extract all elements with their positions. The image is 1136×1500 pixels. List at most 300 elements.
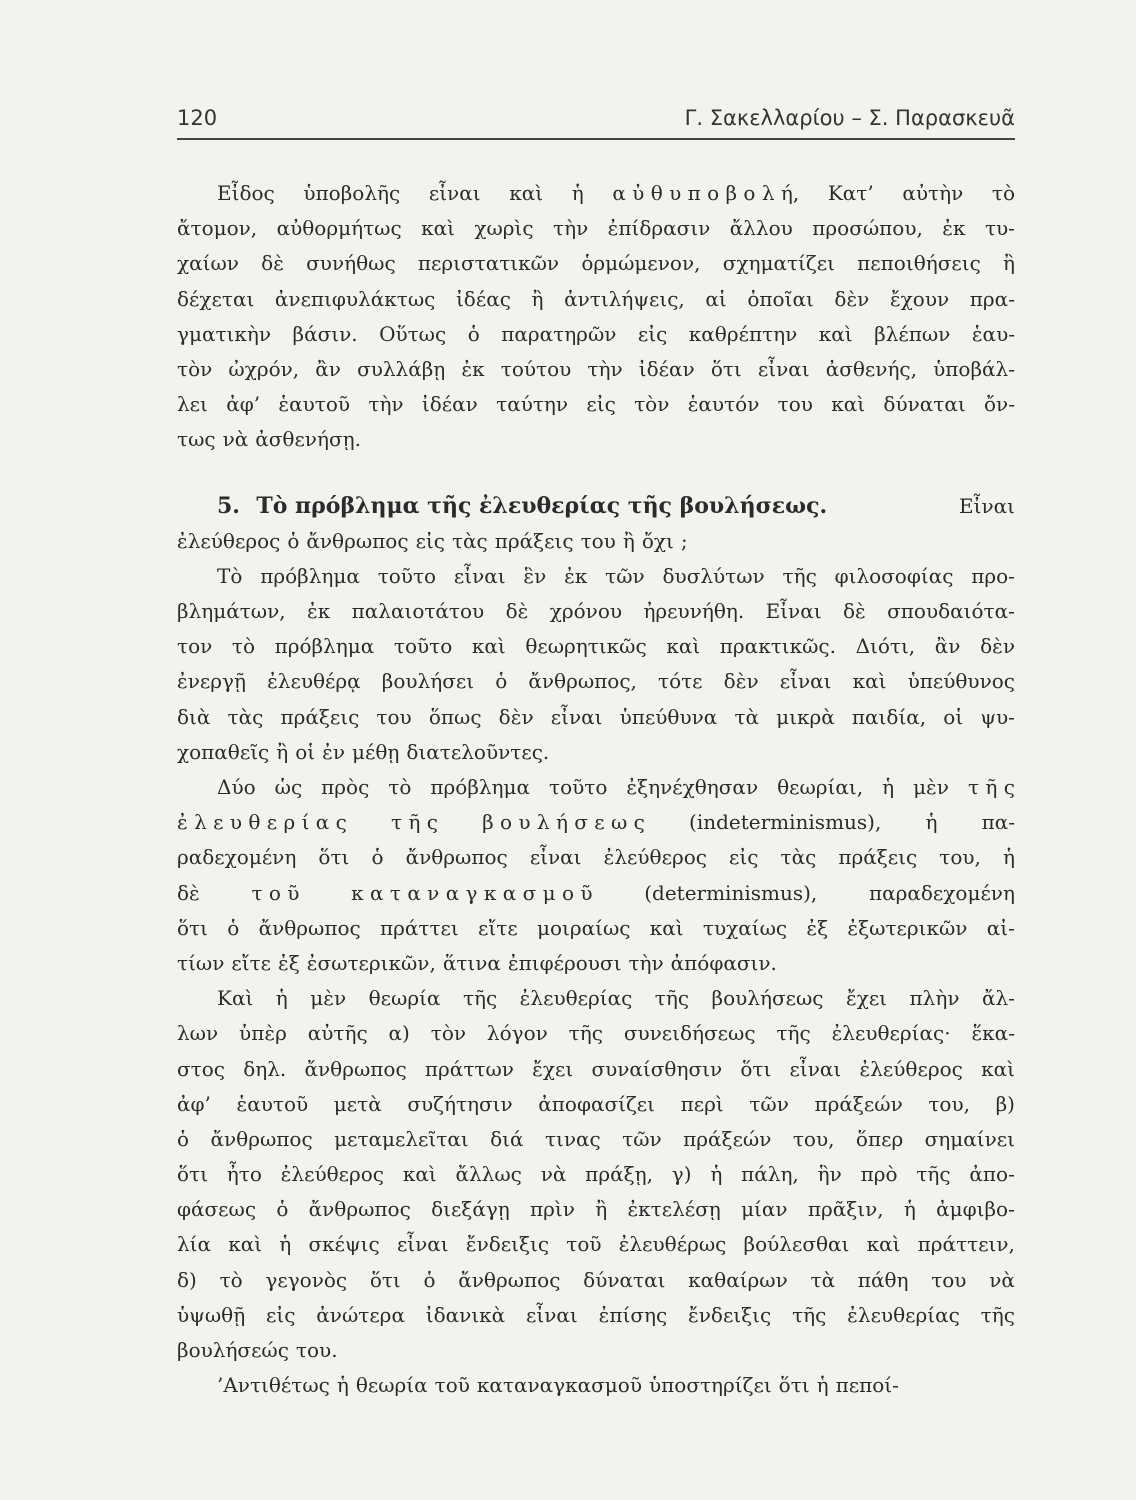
word: ἐξηνέχθησαν bbox=[626, 775, 759, 799]
word: του, bbox=[928, 1091, 970, 1116]
word: ἑαυ- bbox=[971, 321, 1015, 346]
text-line bbox=[177, 176, 1015, 211]
word: πράξεις bbox=[280, 704, 360, 729]
word: ὅτι bbox=[778, 1373, 810, 1398]
word: τῆς bbox=[568, 1021, 603, 1046]
word: μετὰ bbox=[333, 1091, 382, 1116]
word: μέθῃ bbox=[352, 739, 400, 764]
word: βούλεσθαι bbox=[743, 1232, 850, 1257]
word: διεξάγῃ bbox=[431, 1197, 510, 1222]
word: (determinismus), bbox=[644, 880, 818, 905]
word: ἢ bbox=[276, 739, 289, 764]
word: του. bbox=[295, 1338, 338, 1362]
word: τῆς bbox=[980, 1302, 1015, 1327]
word: δὲν bbox=[723, 669, 759, 694]
text-line bbox=[177, 1157, 1015, 1192]
word: τοῦ bbox=[566, 1232, 602, 1257]
text-line bbox=[177, 946, 1015, 981]
word: συλλάβῃ bbox=[357, 356, 446, 381]
word: δέχεται bbox=[177, 286, 255, 311]
word: συζήτησιν bbox=[407, 1091, 513, 1116]
word: ἀπο- bbox=[969, 1162, 1015, 1187]
word: ἀσθενήσῃ. bbox=[255, 427, 361, 452]
word: περιστατικῶν bbox=[417, 251, 560, 276]
word: μικρὰ bbox=[776, 704, 835, 729]
word: του bbox=[580, 528, 616, 553]
word: βλέπων bbox=[874, 321, 951, 346]
word: αὐτῆς bbox=[307, 1021, 368, 1046]
word: ἰδανικὰ bbox=[425, 1302, 506, 1327]
word: ἐκτελέσῃ bbox=[627, 1197, 721, 1222]
word: τὴν bbox=[368, 392, 404, 417]
word: α ὐ θ υ π ο β ο λ ή, bbox=[612, 181, 800, 205]
word: δὲν bbox=[498, 704, 534, 729]
word: ἄτομον, bbox=[177, 216, 258, 241]
word: περὶ bbox=[680, 1091, 724, 1116]
word: χαίων bbox=[177, 251, 239, 276]
word: ἡ bbox=[1002, 845, 1015, 870]
word: δηλ. bbox=[243, 1056, 287, 1081]
word: δύναται bbox=[883, 392, 966, 417]
text-line bbox=[177, 1263, 1015, 1298]
section-heading-rest: Εἶναι bbox=[959, 493, 1015, 518]
word: ἡ bbox=[816, 1373, 829, 1398]
word: ὑποβολῆς bbox=[303, 181, 401, 205]
word: τὸ bbox=[231, 634, 255, 659]
word: ἐλεύθερος bbox=[177, 528, 281, 553]
word: ὠχρόν, bbox=[228, 356, 300, 381]
word: ὁποῖαι bbox=[747, 286, 814, 311]
text-line bbox=[177, 422, 1015, 457]
word: ἔχουν bbox=[889, 286, 950, 311]
word: του, bbox=[792, 1126, 835, 1151]
word: βάσιν. bbox=[292, 321, 358, 346]
word: ἐξ bbox=[278, 950, 300, 975]
word: εἶναι bbox=[526, 1302, 578, 1327]
word: ἀποφασίζει bbox=[538, 1091, 656, 1116]
word: Τὸ bbox=[217, 563, 243, 588]
word: εἰς bbox=[637, 321, 668, 346]
word: φάσεως bbox=[177, 1197, 257, 1222]
word: καὶ bbox=[471, 634, 506, 659]
word: λων bbox=[177, 1021, 219, 1046]
word: ὅτι bbox=[318, 845, 350, 870]
word: γεγονὸς bbox=[265, 1267, 348, 1292]
word: τὰς bbox=[227, 704, 264, 729]
word: τῶν bbox=[605, 563, 645, 588]
word: τοῦ bbox=[434, 1373, 470, 1398]
word: (indeterminismus), bbox=[689, 810, 882, 835]
word: ἄνθρωπος bbox=[308, 1197, 411, 1222]
text-line bbox=[177, 387, 1015, 422]
word: Οὕτως bbox=[379, 321, 447, 346]
word: ἄνθρωπος bbox=[304, 1056, 407, 1081]
word: πάθη bbox=[857, 1267, 909, 1292]
word: τὸν bbox=[430, 1021, 467, 1046]
word: ἡ bbox=[710, 1162, 723, 1187]
word: Δύο bbox=[217, 775, 256, 799]
word: Κατ’ bbox=[827, 181, 874, 205]
word: πράξεις bbox=[494, 528, 574, 553]
word: τως bbox=[177, 427, 216, 452]
word: ὄν- bbox=[984, 392, 1015, 417]
word: τοῦτο bbox=[377, 563, 437, 588]
word: δὲν bbox=[834, 286, 870, 311]
word: πρόβλημα bbox=[430, 775, 531, 799]
word: εἶναι bbox=[550, 704, 603, 729]
word: δὲ bbox=[177, 880, 200, 905]
text-line bbox=[177, 629, 1015, 664]
word: ἐλευθερίας· bbox=[831, 1021, 951, 1046]
section-number: 5. bbox=[217, 492, 240, 519]
word: εἶναι bbox=[789, 1056, 842, 1081]
word: ἢ bbox=[1003, 251, 1015, 276]
word: τὸν bbox=[634, 392, 670, 417]
word: ἄνθρωπος bbox=[210, 1126, 313, 1151]
paragraph-4 bbox=[177, 770, 1015, 981]
word: ὁ bbox=[276, 1197, 289, 1222]
word: του, bbox=[939, 845, 981, 870]
word: ἰδέας bbox=[455, 286, 511, 311]
word: Διότι, bbox=[855, 634, 916, 659]
word: δυσλύτων bbox=[662, 563, 765, 588]
text-line bbox=[177, 317, 1015, 352]
word: ὁ bbox=[467, 321, 480, 346]
word: ἀσθενής, bbox=[825, 356, 917, 381]
word: ἀντιλήψεις, bbox=[564, 286, 685, 311]
word: τῶν bbox=[622, 1126, 662, 1151]
word: τὸ bbox=[991, 181, 1015, 205]
text-line bbox=[177, 664, 1015, 699]
word: προ- bbox=[971, 563, 1015, 588]
paragraph-3 bbox=[177, 559, 1015, 770]
word: συνήθως bbox=[306, 251, 396, 276]
word: τὸ bbox=[219, 1267, 243, 1292]
word: ἐκ bbox=[942, 216, 966, 241]
word: πλὴν bbox=[909, 986, 960, 1011]
word: σκέψις bbox=[308, 1232, 380, 1257]
word: πρακτικῶς. bbox=[719, 634, 836, 659]
word: πράττειν, bbox=[917, 1232, 1015, 1257]
word: εἰς bbox=[729, 845, 759, 870]
word: ψυ- bbox=[980, 704, 1015, 729]
word: τ ῆ ς bbox=[967, 775, 1015, 799]
word: ἄλλου bbox=[729, 216, 793, 241]
word: πράττων bbox=[424, 1056, 514, 1081]
word: ὡς bbox=[274, 775, 303, 799]
word: σχηματίζει bbox=[722, 251, 835, 276]
word: του bbox=[777, 392, 813, 417]
word: τὰ bbox=[734, 704, 760, 729]
word: καθρέπτην bbox=[688, 321, 798, 346]
word: του bbox=[376, 704, 412, 729]
word: ἀνώτερα bbox=[316, 1302, 405, 1327]
word: ’Αντιθέτως bbox=[217, 1373, 330, 1398]
text-line bbox=[177, 246, 1015, 281]
word: τὴν bbox=[587, 356, 623, 381]
word: του bbox=[931, 1267, 967, 1292]
text-line bbox=[177, 594, 1015, 629]
word: σπουδαιότα- bbox=[887, 599, 1015, 624]
word: ἑαυτόν bbox=[687, 392, 760, 417]
word: θεωρίαι, bbox=[777, 775, 864, 799]
word: ἀφ’ bbox=[177, 1091, 211, 1116]
word: ἐπιφέρουσι bbox=[507, 950, 622, 975]
word: πράξεών bbox=[814, 1091, 903, 1116]
word: ἡ bbox=[279, 1232, 292, 1257]
word: νὰ bbox=[989, 1267, 1015, 1292]
word: τοῦτο bbox=[549, 775, 608, 799]
word: ὑπὲρ bbox=[239, 1021, 287, 1046]
word: τῆς bbox=[654, 986, 690, 1011]
word: καὶ bbox=[852, 669, 887, 694]
word: τυ- bbox=[984, 216, 1015, 241]
word: καθαίρων bbox=[688, 1267, 788, 1292]
text-line bbox=[177, 211, 1015, 246]
word: ἕκα- bbox=[971, 1021, 1015, 1046]
word: πρὸς bbox=[321, 775, 370, 799]
section-heading-line bbox=[177, 489, 1015, 524]
word: παιδία, bbox=[851, 704, 927, 729]
word: ὅτι bbox=[710, 356, 742, 381]
word: τῶν bbox=[749, 1091, 789, 1116]
word: ὅτι bbox=[177, 1162, 208, 1187]
word: ἄνθρωπος bbox=[258, 915, 361, 940]
section-title: Τὸ πρόβλημα τῆς ἐλευθερίας τῆς βουλήσεως. bbox=[256, 492, 828, 519]
word: α) bbox=[388, 1021, 410, 1046]
section-heading-text bbox=[217, 489, 827, 524]
paragraph-5 bbox=[177, 981, 1015, 1368]
word: τον bbox=[177, 634, 213, 659]
word: ἐνεργῇ bbox=[177, 669, 246, 694]
word: διά bbox=[490, 1126, 524, 1151]
word: ὄχι bbox=[641, 528, 674, 553]
word: παρατηρῶν bbox=[501, 321, 617, 346]
word: ἰδέαν bbox=[421, 392, 478, 417]
word: ὅτι bbox=[740, 1056, 772, 1081]
word: διατελοῦντες. bbox=[406, 739, 550, 764]
word: ἣν bbox=[817, 1162, 842, 1187]
word: ἡ bbox=[882, 775, 895, 799]
word: δὲν bbox=[980, 634, 1015, 659]
text-line bbox=[177, 805, 1015, 840]
word: μὲν bbox=[310, 986, 347, 1011]
word: εἴτε bbox=[478, 915, 518, 940]
word: ἐξ bbox=[806, 915, 829, 940]
word: δ) bbox=[177, 1267, 197, 1292]
word: μὲν bbox=[913, 775, 949, 799]
word: ἀνεπιφυλάκτως bbox=[274, 286, 436, 311]
word: εἰς bbox=[586, 392, 616, 417]
word: αἰ- bbox=[986, 915, 1015, 940]
word: τῆς bbox=[462, 986, 498, 1011]
word: σημαίνει bbox=[924, 1126, 1015, 1151]
running-header-authors: Γ. Σακελλαρίου – Σ. Παρασκευᾶ bbox=[684, 106, 1015, 130]
word: ὑπεύθυνα bbox=[619, 704, 718, 729]
word: Εἶδος bbox=[217, 181, 275, 205]
word: χωρὶς bbox=[474, 216, 534, 241]
word: ἑαυτοῦ bbox=[236, 1091, 309, 1116]
text-line bbox=[177, 1087, 1015, 1122]
word: ἔχει bbox=[845, 986, 888, 1011]
word: φιλοσοφίας bbox=[834, 563, 954, 588]
word: ἓν bbox=[523, 563, 547, 588]
word: ὅτι bbox=[369, 1267, 401, 1292]
word: ὅπως bbox=[428, 704, 482, 729]
word: καὶ bbox=[666, 634, 701, 659]
word: ὑποστηρίζει bbox=[648, 1373, 772, 1398]
text-line bbox=[177, 1227, 1015, 1262]
word: ἔνδειξις bbox=[465, 1232, 550, 1257]
text-line bbox=[177, 1192, 1015, 1227]
word: ἢ bbox=[531, 286, 544, 311]
word: εἰς bbox=[415, 528, 445, 553]
text-line bbox=[177, 1368, 1015, 1403]
word: δύναται bbox=[583, 1267, 666, 1292]
word: πράξεις bbox=[838, 845, 918, 870]
word: εἶναι bbox=[779, 669, 832, 694]
word: εἶναι bbox=[529, 845, 582, 870]
word: αὐθορμήτως bbox=[276, 216, 402, 241]
word: ἐπίσης bbox=[598, 1302, 668, 1327]
word: μεταμελεῖται bbox=[334, 1126, 469, 1151]
word: νὰ bbox=[540, 1162, 567, 1187]
text-line bbox=[177, 1298, 1015, 1333]
word: ἅτινα bbox=[442, 950, 501, 975]
word: βουλήσει bbox=[381, 669, 475, 694]
word: ἐλευθερίας bbox=[519, 986, 633, 1011]
word: ὑποβάλ- bbox=[933, 356, 1015, 381]
word: προσώπου, bbox=[812, 216, 923, 241]
paragraph-1 bbox=[177, 176, 1015, 458]
word: τίων bbox=[177, 950, 225, 975]
word: καὶ bbox=[981, 1056, 1015, 1081]
word: πράξῃ, bbox=[585, 1162, 653, 1187]
word: ἡ bbox=[571, 181, 584, 205]
word: τῆς bbox=[792, 1302, 827, 1327]
word: αἱ bbox=[705, 286, 727, 311]
text-line bbox=[177, 840, 1015, 875]
word: ἠρευνήθη. bbox=[643, 599, 745, 624]
word: β ο υ λ ή σ ε ω ς bbox=[482, 810, 645, 835]
word: ὁ bbox=[423, 1267, 436, 1292]
text-line bbox=[177, 876, 1015, 911]
word: τὰς bbox=[780, 845, 817, 870]
word: εἶναι bbox=[453, 563, 506, 588]
word: πρόβλημα bbox=[260, 563, 360, 588]
word: καὶ bbox=[402, 1162, 437, 1187]
word: παραδεχομένη bbox=[868, 880, 1015, 905]
word: τινας bbox=[544, 1126, 601, 1151]
word: τῆς bbox=[776, 1021, 811, 1046]
word: ἢ bbox=[595, 1197, 608, 1222]
word: βουλήσεως bbox=[711, 986, 824, 1011]
word: ὑψωθῇ bbox=[177, 1302, 246, 1327]
word: τ ῆ ς bbox=[390, 810, 438, 835]
text-line bbox=[177, 1333, 1015, 1368]
word: ἐκ bbox=[307, 599, 331, 624]
word: ἀμφιβο- bbox=[936, 1197, 1015, 1222]
word: τῆς bbox=[916, 1162, 951, 1187]
word: εἶναι bbox=[396, 1232, 449, 1257]
word: καὶ bbox=[509, 181, 544, 205]
word: μοιραίως bbox=[536, 915, 631, 940]
word: β) bbox=[995, 1091, 1015, 1116]
word: ἢ bbox=[622, 528, 635, 553]
word: ἐ λ ε υ θ ε ρ ί α ς bbox=[177, 810, 347, 835]
word: γματικὴν bbox=[177, 321, 272, 346]
word: δὲ bbox=[505, 599, 529, 624]
text-line bbox=[177, 1122, 1015, 1157]
word: βουλήσεώς bbox=[177, 1338, 289, 1362]
word: ἐλευθέρᾳ bbox=[267, 669, 361, 694]
word: τὴν bbox=[628, 950, 664, 975]
word: πρὸ bbox=[860, 1162, 898, 1187]
word: πράττει bbox=[380, 915, 459, 940]
word: ; bbox=[680, 528, 688, 553]
word: καὶ bbox=[866, 1232, 901, 1257]
word: τῆς bbox=[782, 563, 817, 588]
word: ὅπερ bbox=[855, 1126, 904, 1151]
word: τούτου bbox=[500, 356, 572, 381]
word: πρᾶξιν, bbox=[807, 1197, 884, 1222]
word: χρόνου bbox=[549, 599, 623, 624]
word: τ ο ῦ bbox=[251, 880, 300, 905]
word: πρόβλημα bbox=[274, 634, 375, 659]
word: ἡ bbox=[925, 810, 938, 835]
word: ἔχει bbox=[532, 1056, 574, 1081]
word: καὶ bbox=[818, 321, 853, 346]
word: ἄλλως bbox=[455, 1162, 522, 1187]
word: τὰ bbox=[810, 1267, 836, 1292]
word: ἐκ bbox=[461, 356, 485, 381]
word: ὁ bbox=[227, 915, 240, 940]
word: θεωρία bbox=[368, 986, 441, 1011]
word: πα- bbox=[981, 810, 1015, 835]
text-line bbox=[177, 700, 1015, 735]
word: συνειδήσεως bbox=[623, 1021, 756, 1046]
word: ἰδέαν bbox=[638, 356, 695, 381]
word: πεποιθήσεις bbox=[857, 251, 981, 276]
text-line bbox=[177, 735, 1015, 770]
word: Καὶ bbox=[217, 986, 254, 1011]
text-line bbox=[177, 1052, 1015, 1087]
word: ἄνθρωπος bbox=[306, 528, 409, 553]
word: οἱ bbox=[295, 739, 316, 764]
word: πεποί- bbox=[835, 1373, 899, 1398]
word: λει bbox=[177, 392, 208, 417]
word: κ α τ α ν α γ κ α σ μ ο ῦ bbox=[351, 880, 593, 905]
word: ἐλεύθερος bbox=[603, 845, 707, 870]
word: οἱ bbox=[943, 704, 964, 729]
paragraph-2 bbox=[177, 524, 1015, 559]
word: τοῦτο bbox=[393, 634, 453, 659]
word: πράξεών bbox=[683, 1126, 772, 1151]
word: τὰς bbox=[451, 528, 488, 553]
text-line bbox=[177, 282, 1015, 317]
text-line bbox=[177, 1016, 1015, 1051]
word: δὲ bbox=[842, 599, 866, 624]
word: καὶ bbox=[421, 216, 455, 241]
word: ἦτο bbox=[226, 1162, 262, 1187]
word: πρὶν bbox=[530, 1197, 575, 1222]
word: ὁ bbox=[287, 528, 300, 553]
word: συναίσθησιν bbox=[591, 1056, 723, 1081]
paragraph-6 bbox=[177, 1368, 1015, 1403]
word: εἴτε bbox=[231, 950, 272, 975]
word: ἀπόφασιν. bbox=[670, 950, 777, 975]
word: ταύτην bbox=[496, 392, 569, 417]
